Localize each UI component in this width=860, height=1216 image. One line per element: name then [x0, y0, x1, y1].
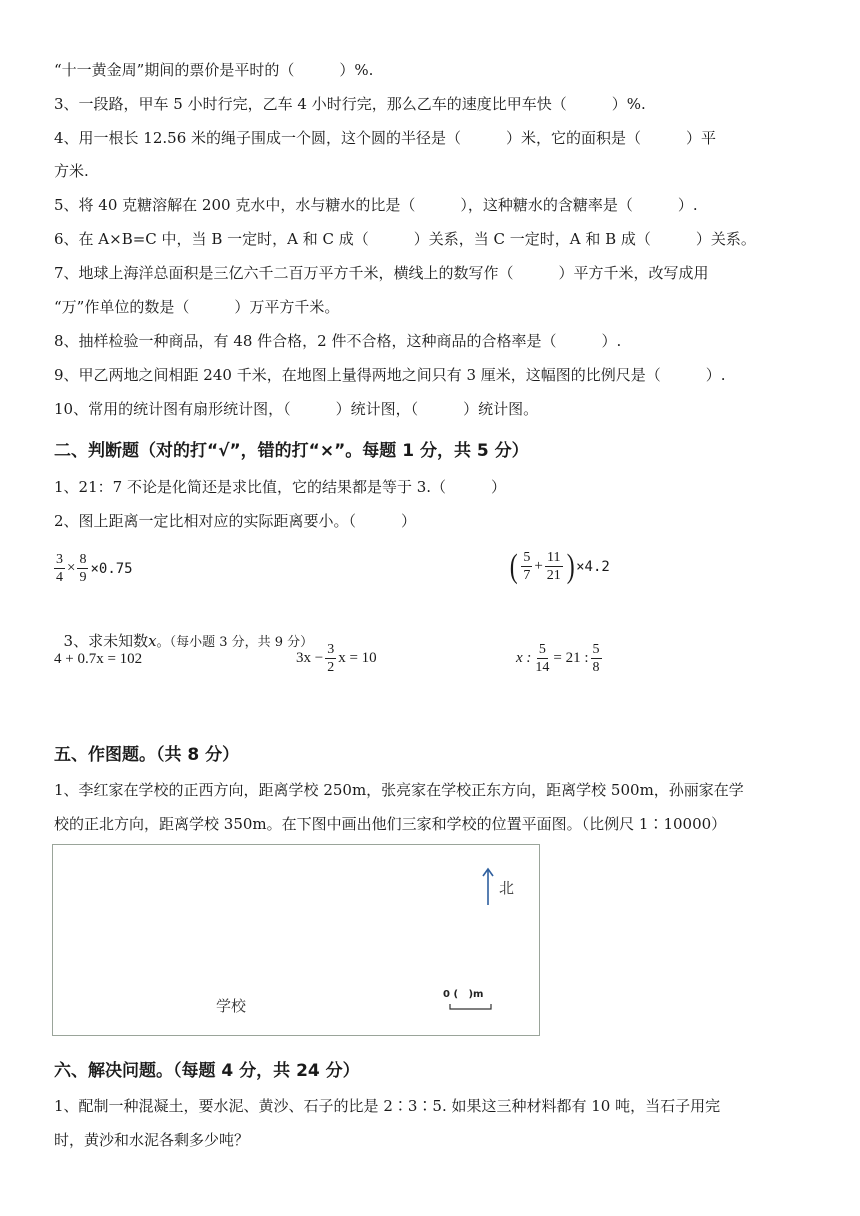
equation-1: 4 + 0.7x = 102 — [54, 651, 143, 667]
fill-question-6: 6、在 A×B=C 中，当 B 一定时，A 和 C 成（ ）关系，当 C 一定时，A 和 B 成（ ）关系。 — [54, 230, 756, 248]
section-6-heading: 六、解决问题。（每题 4 分，共 24 分） — [54, 1061, 360, 1081]
scale-bar-label: 0 ( )m — [443, 989, 484, 1000]
drawing-question-line-1: 1、李红家在学校的正西方向，距离学校 250m，张亮家在学校正东方向，距离学校 500m，孙丽家在学 — [54, 781, 744, 799]
equation-2: 3x − $\frac{3}{2}$ x = 10 — [296, 642, 377, 675]
problem-question-line-2: 时，黄沙和水泥各剩多少吨？ — [54, 1131, 250, 1149]
fill-question-9: 9、甲乙两地之间相距 240 千米，在地图上量得两地之间只有 3 厘米，这幅图的比例尺是（ ）. — [54, 366, 726, 384]
fraction-5-7: $\frac{5}{7}$ — [523, 550, 531, 583]
fill-question-10: 10、常用的统计图有扇形统计图，（ ）统计图，（ ）统计图。 — [54, 400, 539, 418]
fill-question-5: 5、将 40 克糖溶解在 200 克水中，水与糖水的比是（ ），这种糖水的含糖率是（ ）. — [54, 196, 698, 214]
fill-question-7-cont: “万”作单位的数是（ ）万平方千米。 — [54, 298, 340, 316]
fraction-5-8: $\frac{5}{8}$ — [592, 642, 600, 675]
fraction-5-14: $\frac{5}{14}$ — [535, 642, 550, 675]
problem-question-line-1: 1、配制一种混凝土，要水泥、黄沙、石子的比是 2∶3∶5. 如果这三种材料都有 10 吨，当石子用完 — [54, 1097, 721, 1115]
fraction-11-21: $\frac{11}{21}$ — [546, 550, 561, 583]
fraction-3-2: $\frac{3}{2}$ — [327, 642, 335, 675]
calc-expression-1: $\frac{3}{4}$ × $\frac{8}{9}$ ×0.75 — [56, 552, 133, 585]
section-2-heading: 二、判断题（对的打“√”，错的打“×”。每题 1 分，共 5 分） — [54, 441, 529, 461]
fill-question-3: 3、一段路，甲车 5 小时行完，乙车 4 小时行完，那么乙车的速度比甲车快（ ）%. — [54, 95, 646, 113]
judge-question-1: 1、21：7 不论是化简还是求比值，它的结果都是等于 3.（ ） — [54, 478, 507, 496]
school-label: 学校 — [216, 997, 247, 1015]
fill-question-4-cont: 方米. — [54, 162, 89, 180]
north-label: 北 — [499, 879, 515, 897]
solve-heading: 3、求未知数x。（每小题 3 分，共 9 分） — [63, 632, 314, 650]
fraction-8-9: $\frac{8}{9}$ — [79, 552, 87, 585]
north-arrow-icon — [481, 867, 495, 907]
calc-expression-2: ( $\frac{5}{7}$ + $\frac{11}{21}$ ) ×4.2 — [509, 547, 610, 585]
fill-question-7: 7、地球上海洋总面积是三亿六千二百万平方千米，横线上的数写作（ ）平方千米，改写成用 — [54, 264, 709, 282]
section-5-heading: 五、作图题。（共 8 分） — [54, 745, 240, 765]
fraction-3-4: $\frac{3}{4}$ — [56, 552, 63, 585]
fill-question-4: 4、用一根长 12.56 米的绳子围成一个圆，这个圆的半径是（ ）米，它的面积是（ ）平 — [54, 129, 717, 147]
scale-bar-icon — [449, 1003, 493, 1011]
drawing-question-line-2: 校的正北方向，距离学校 350m。在下图中画出他们三家和学校的位置平面图。（比例尺 1∶10000） — [54, 815, 727, 833]
fill-question-8: 8、抽样检验一种商品，有 48 件合格，2 件不合格，这种商品的合格率是（ ）. — [54, 332, 622, 350]
equation-3: x : $\frac{5}{14}$ = 21 : $\frac{5}{8}$ — [516, 642, 600, 675]
map-drawing-area[interactable] — [52, 844, 540, 1036]
fill-line-ticket: “十一黄金周”期间的票价是平时的（ ）%. — [54, 61, 374, 79]
judge-question-2: 2、图上距离一定比相对应的实际距离要小。（ ） — [54, 512, 417, 530]
